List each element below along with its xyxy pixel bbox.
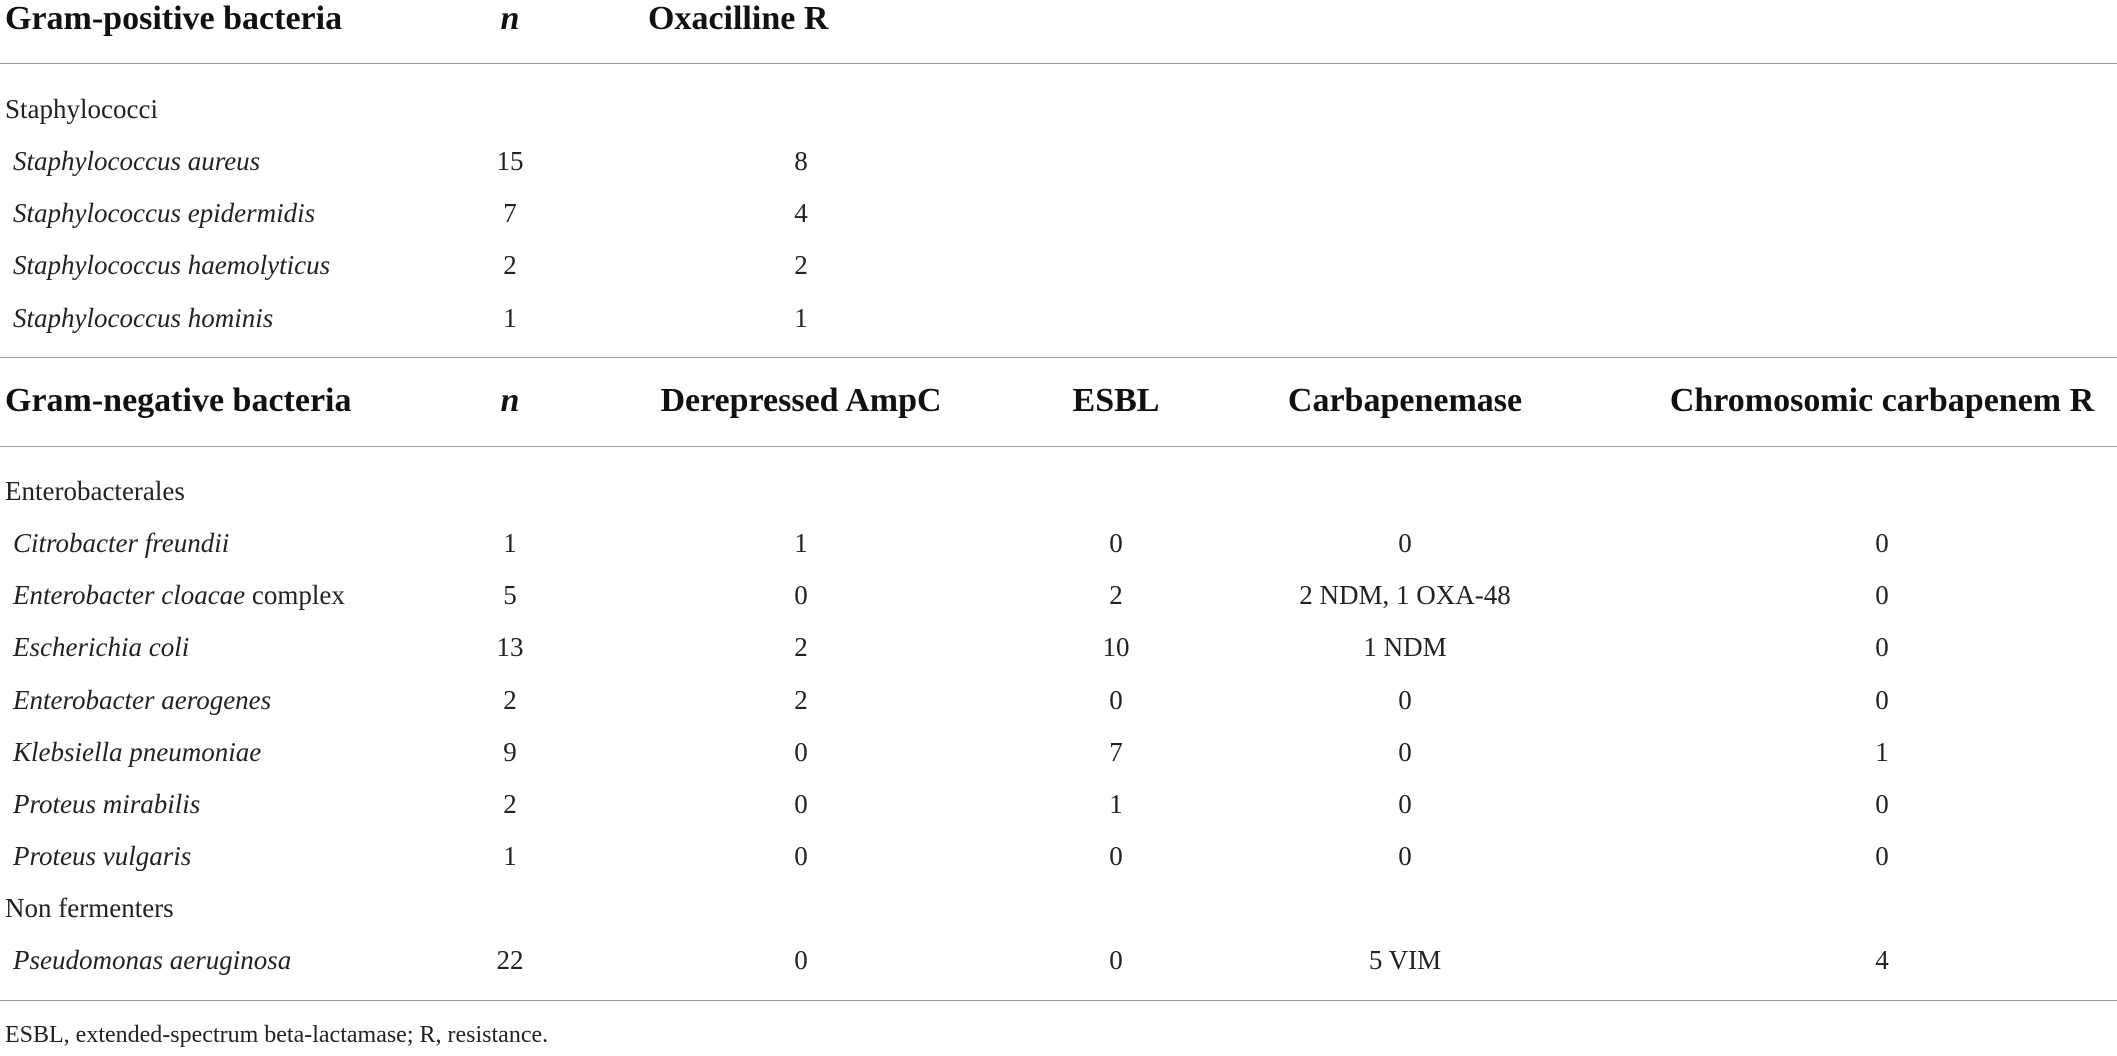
- count-n: 7: [503, 198, 517, 228]
- table-bottom-rule: [0, 1000, 2117, 1001]
- group-label-staphylococci: Staphylococci: [5, 94, 158, 124]
- oxacilline-header: Oxacilline R: [648, 0, 829, 37]
- count-n: 2: [503, 250, 517, 280]
- chromosomic-value: 0: [1875, 580, 1889, 610]
- organism-species: Citrobacter freundii: [13, 528, 230, 558]
- organism-name: [13, 789, 200, 820]
- organism-species: Enterobacter cloacae: [13, 580, 246, 610]
- esbl-value: 0: [1109, 841, 1123, 871]
- ampc-value: 0: [794, 945, 808, 975]
- carbapenemase-value: 2 NDM, 1 OXA-48: [1299, 580, 1511, 610]
- oxacilline-value: 8: [794, 146, 808, 176]
- esbl-value: 7: [1109, 737, 1123, 767]
- table-footnote: ESBL, extended-spectrum beta-lactamase; R, resistance.: [5, 1022, 549, 1048]
- esbl-value: 1: [1109, 789, 1123, 819]
- count-n: 2: [503, 789, 517, 819]
- carbapenemase-value: 0: [1398, 528, 1412, 558]
- esbl-header: ESBL: [1072, 382, 1160, 419]
- ampc-value: 0: [794, 841, 808, 871]
- organism-species: Pseudomonas aeruginosa: [13, 945, 292, 975]
- count-n: 22: [496, 945, 524, 975]
- esbl-value: 0: [1109, 685, 1123, 715]
- chromosomic-value: 0: [1875, 841, 1889, 871]
- organism-name: [13, 737, 261, 768]
- ampc-value: 0: [794, 737, 808, 767]
- gram-positive-header: Gram-positive bacteria: [5, 0, 343, 37]
- organism-species: Proteus vulgaris: [13, 841, 192, 871]
- gram-negative-header-rule: [0, 446, 2117, 447]
- count-n: 2: [503, 685, 517, 715]
- esbl-value: 2: [1109, 580, 1123, 610]
- group-label-non-fermenters: Non fermenters: [5, 893, 174, 923]
- organism-species: Enterobacter aerogenes: [13, 685, 272, 715]
- count-n: 13: [496, 632, 524, 662]
- organism-name: Staphylococcus epidermidis: [13, 198, 316, 228]
- ampc-value: 0: [794, 580, 808, 610]
- oxacilline-value: 1: [794, 303, 808, 333]
- organism-species: Klebsiella pneumoniae: [13, 737, 262, 767]
- oxacilline-value: 2: [794, 250, 808, 280]
- ampc-header: Derepressed AmpC: [660, 382, 942, 419]
- organism-name: [13, 841, 191, 872]
- carbapenemase-value: 0: [1398, 841, 1412, 871]
- organism-species: Escherichia coli: [13, 632, 190, 662]
- count-n: 5: [503, 580, 517, 610]
- count-n: 9: [503, 737, 517, 767]
- ampc-value: 0: [794, 789, 808, 819]
- organism-species: Proteus mirabilis: [13, 789, 201, 819]
- esbl-value: 0: [1109, 945, 1123, 975]
- organism-name: [13, 685, 271, 716]
- carbapenemase-value: 5 VIM: [1368, 945, 1442, 975]
- carbapenemase-header: Carbapenemase: [1287, 382, 1523, 419]
- ampc-value: 2: [794, 685, 808, 715]
- chromosomic-value: 0: [1875, 632, 1889, 662]
- organism-name: [13, 580, 345, 611]
- count-n: 15: [496, 146, 524, 176]
- gram-positive-n-header: n: [500, 0, 520, 37]
- esbl-value: 0: [1109, 528, 1123, 558]
- organism-name: Staphylococcus hominis: [13, 303, 274, 333]
- gram-positive-header-rule: [0, 63, 2117, 64]
- group-label-enterobacterales: Enterobacterales: [5, 476, 185, 506]
- organism-name: Staphylococcus aureus: [13, 146, 261, 176]
- oxacilline-value: 4: [794, 198, 808, 228]
- organism-name: Staphylococcus haemolyticus: [13, 250, 331, 280]
- organism-name: [13, 528, 229, 559]
- carbapenemase-value: 0: [1398, 789, 1412, 819]
- gram-negative-header: Gram-negative bacteria: [5, 382, 352, 419]
- chromosomic-value: 0: [1875, 528, 1889, 558]
- chromosomic-value: 0: [1875, 789, 1889, 819]
- chromosomic-value: 4: [1875, 945, 1889, 975]
- ampc-value: 1: [794, 528, 808, 558]
- carbapenemase-value: 1 NDM: [1363, 632, 1447, 662]
- organism-suffix: complex: [245, 580, 345, 610]
- gram-negative-n-header: n: [500, 382, 520, 419]
- section-divider-rule: [0, 357, 2117, 358]
- count-n: 1: [503, 841, 517, 871]
- chromosomic-carbapenem-header: Chromosomic carbapenem R: [1669, 382, 2095, 419]
- carbapenemase-value: 0: [1398, 685, 1412, 715]
- count-n: 1: [503, 528, 517, 558]
- chromosomic-value: 1: [1875, 737, 1889, 767]
- ampc-value: 2: [794, 632, 808, 662]
- chromosomic-value: 0: [1875, 685, 1889, 715]
- carbapenemase-value: 0: [1398, 737, 1412, 767]
- organism-name: [13, 632, 189, 663]
- count-n: 1: [503, 303, 517, 333]
- esbl-value: 10: [1102, 632, 1130, 662]
- organism-name: [13, 945, 291, 976]
